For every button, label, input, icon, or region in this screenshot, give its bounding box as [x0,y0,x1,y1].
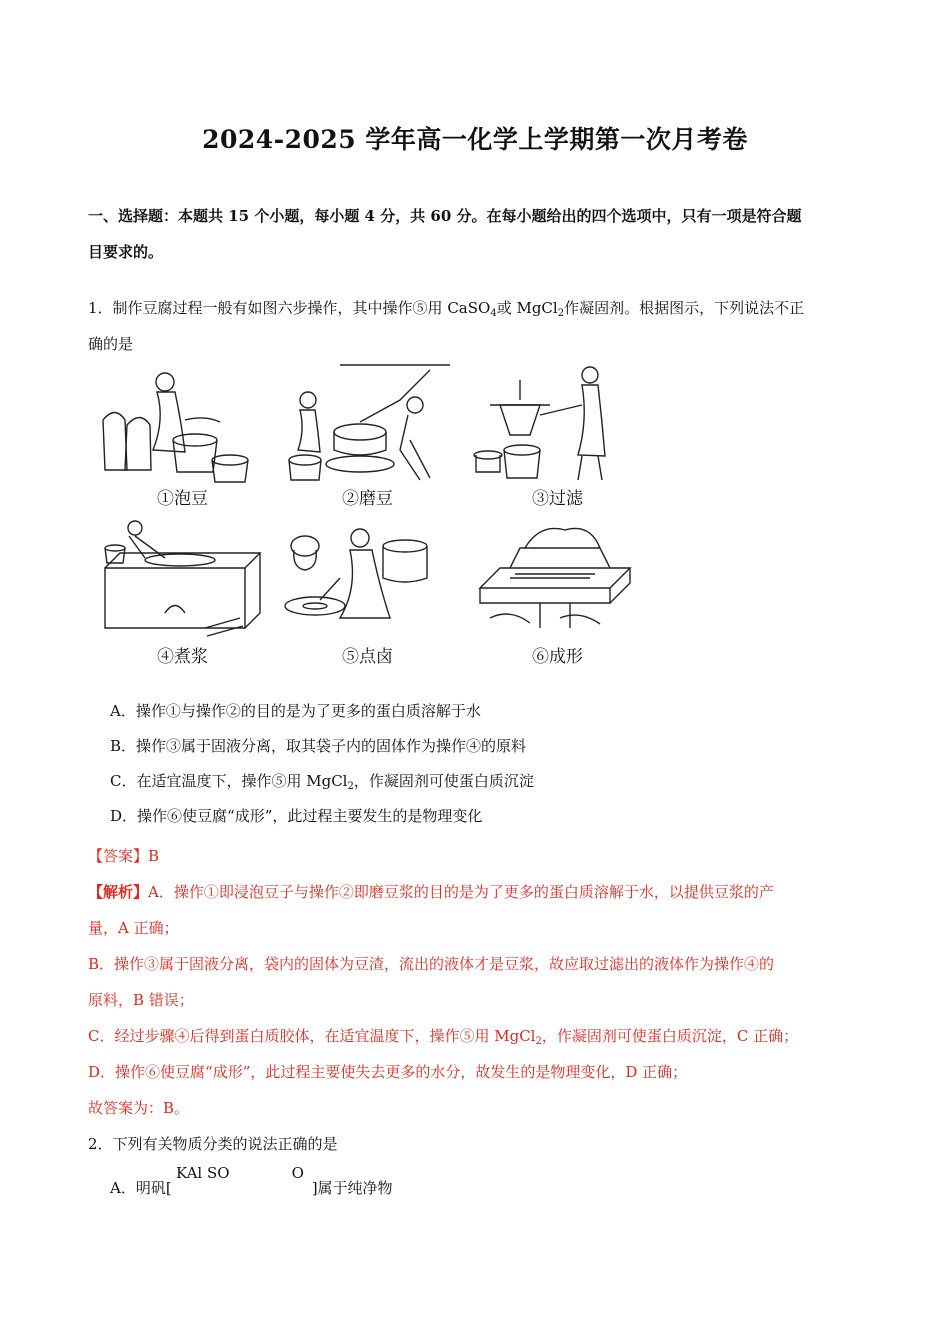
figure-step-coagulate [280,518,455,668]
analysis-line5-text-a: C．经过步骤④后得到蛋白质胶体，在适宜温度下，操作⑤用 MgCl [88,1027,536,1045]
q1-option-c-sub: 2 [347,781,354,792]
q1-stem-sub2: 2 [557,308,565,319]
caption-step-5: ⑤点卤 [342,647,393,667]
q1-analysis-line6: D．操作⑥使豆腐“成形”，此过程主要使失去更多的水分，故发生的是物理变化，D 正确； [88,1063,688,1081]
q1-analysis-line2: 量，A 正确； [88,919,179,937]
analysis-label: 【解析】 [88,883,149,901]
figure-step-grind [280,360,455,510]
q1-stem-text-c: 作凝固剂。根据图示，下列说法不正 [564,299,805,317]
shape-illustration [470,518,645,646]
caption-step-4: ④煮浆 [157,647,208,667]
q2-option-a-text-b: ]属于纯净物 [311,1179,393,1197]
analysis-line5-sub: 2 [535,1036,542,1047]
q2-alum-formula [176,1164,304,1182]
grind-illustration [280,360,455,488]
q1-option-c-text-a: C．在适宜温度下，操作⑤用 MgCl [110,772,348,790]
caption-step-6: ⑥成形 [532,647,583,667]
q2-stem: 2．下列有关物质分类的说法正确的是 [88,1135,338,1153]
analysis-line5-text-b: ，作凝固剂可使蛋白质沉淀，C 正确； [541,1027,799,1045]
q1-analysis-line3: B．操作③属于固液分离，袋内的固体为豆渣，流出的液体才是豆浆，故应取过滤出的液体作为操作④的 [88,955,775,973]
q1-option-a: A．操作①与操作②的目的是为了更多的蛋白质溶解于水 [110,702,481,720]
page-title: 2024-2025 学年高一化学上学期第一次月考卷 [202,125,748,154]
caption-step-3: ③过滤 [532,489,583,509]
figure-step-shape [470,518,645,668]
coagulate-illustration [280,518,455,646]
figure-step-soak [95,360,270,510]
analysis-line1-text: A．操作①即浸泡豆子与操作②即磨豆浆的目的是为了更多的蛋白质溶解于水，以提供豆浆的产 [148,883,774,901]
q1-stem-sub1: 4 [490,308,497,319]
figure-step-filter [470,360,645,510]
tofu-process-figure [95,360,655,670]
q1-option-b: B．操作③属于固液分离，取其袋子内的固体作为操作④的原料 [110,737,527,755]
formula-part1: KAl SO [176,1164,230,1182]
filter-illustration [470,360,645,488]
q1-stem-text-a: 1．制作豆腐过程一般有如图六步操作，其中操作⑤用 CaSO [88,299,491,317]
figure-step-boil [95,518,270,668]
q1-option-c-text-b: ，作凝固剂可使蛋白质沉淀 [353,772,534,790]
caption-step-1: ①泡豆 [157,489,208,509]
caption-step-2: ②磨豆 [342,489,393,509]
soak-illustration [95,360,270,488]
section-heading-line1: 一、选择题：本题共 15 个小题，每小题 4 分，共 60 分。在每小题给出的四个选项中，只有一项是符合题 [88,207,802,225]
q1-analysis-line7: 故答案为：B。 [88,1099,190,1117]
q2-option-a-text-a: A．明矾[ [110,1179,172,1197]
q1-analysis-line1 [88,874,864,910]
q1-stem-line2: 确的是 [88,335,134,353]
q1-answer: 【答案】B [88,847,160,865]
section-heading-line2: 目要求的。 [88,243,164,261]
formula-part2: O [291,1164,304,1182]
q1-option-c [110,769,534,799]
boil-illustration [95,518,270,646]
q1-analysis-line4: 原料，B 错误； [88,991,194,1009]
q1-option-d: D．操作⑥使豆腐“成形”，此过程主要发生的是物理变化 [110,807,483,825]
q1-stem-text-b: 或 MgCl [496,299,558,317]
